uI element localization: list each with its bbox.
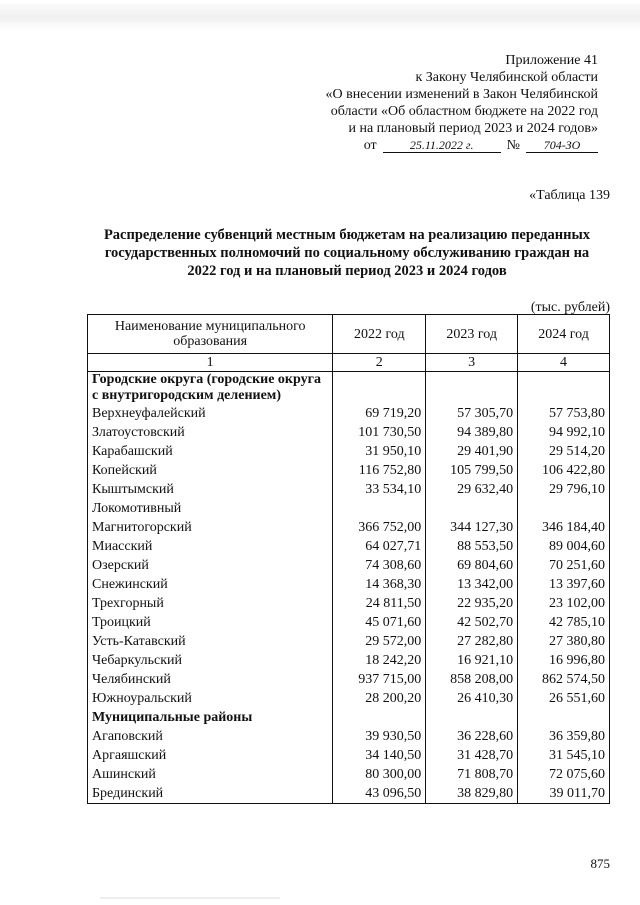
table-row	[88, 480, 610, 499]
value-2022: 29 572,00	[333, 632, 426, 651]
value-2024: 70 251,60	[518, 556, 610, 575]
table-row	[88, 746, 610, 765]
value-2022: 43 096,50	[333, 784, 426, 804]
column-header-2024: 2024 год	[518, 315, 610, 354]
value-2022: 24 811,50	[333, 594, 426, 613]
value-2022: 74 308,60	[333, 556, 426, 575]
municipality-name: Верхнеуфалейский	[88, 404, 333, 423]
value-2023: 29 401,90	[426, 442, 518, 461]
value-2024: 36 359,80	[518, 727, 610, 746]
law-date: 25.11.2022 г.	[383, 138, 501, 153]
table-row	[88, 556, 610, 575]
value-2024: 29 514,20	[518, 442, 610, 461]
municipality-name: Челябинский	[88, 670, 333, 689]
appendix-line: Приложение 41	[505, 53, 598, 68]
appendix-line: и на плановый период 2023 и 2024 годов»	[348, 121, 598, 136]
value-2024: 16 996,80	[518, 651, 610, 670]
table-row	[88, 651, 610, 670]
value-2022: 937 715,00	[333, 670, 426, 689]
group-row	[88, 708, 610, 727]
value-2024: 57 753,80	[518, 404, 610, 423]
table-row	[88, 404, 610, 423]
column-header-name: Наименование муниципального образования	[88, 315, 333, 354]
value-2023	[426, 499, 518, 518]
value-2023: 26 410,30	[426, 689, 518, 708]
column-index: 1	[88, 354, 333, 372]
value-2023: 31 428,70	[426, 746, 518, 765]
value-2022: 14 368,30	[333, 575, 426, 594]
table-reference: «Таблица 139	[529, 188, 610, 203]
table-row	[88, 613, 610, 632]
value-2022	[333, 372, 426, 405]
table-row	[88, 518, 610, 537]
value-2023: 858 208,00	[426, 670, 518, 689]
number-label: №	[506, 138, 520, 153]
value-2023: 16 921,10	[426, 651, 518, 670]
value-2024	[518, 708, 610, 727]
table-row	[88, 537, 610, 556]
page-number: 875	[590, 856, 610, 871]
value-2023: 57 305,70	[426, 404, 518, 423]
appendix-line: области «Об областном бюджете на 2022 год	[330, 104, 598, 119]
value-2022: 45 071,60	[333, 613, 426, 632]
municipality-name: Городские округа (городские округа с внутригородским делением)	[88, 372, 333, 405]
law-number: 704-ЗО	[526, 138, 598, 153]
table-row	[88, 461, 610, 480]
from-label: от	[363, 138, 377, 153]
municipality-name: Чебаркульский	[88, 651, 333, 670]
table-row	[88, 423, 610, 442]
law-date-line	[298, 137, 598, 154]
municipality-name: Локомотивный	[88, 499, 333, 518]
table-row	[88, 727, 610, 746]
appendix-line: «О внесении изменений в Закон Челябинской	[325, 87, 598, 102]
value-2023: 13 342,00	[426, 575, 518, 594]
value-2023: 29 632,40	[426, 480, 518, 499]
value-2023: 71 808,70	[426, 765, 518, 784]
value-2024: 72 075,60	[518, 765, 610, 784]
value-2024: 862 574,50	[518, 670, 610, 689]
value-2023: 105 799,50	[426, 461, 518, 480]
value-2024: 106 422,80	[518, 461, 610, 480]
value-2023: 344 127,30	[426, 518, 518, 537]
column-index: 3	[426, 354, 518, 372]
value-2024	[518, 372, 610, 405]
municipality-name: Озерский	[88, 556, 333, 575]
table-body	[88, 372, 610, 804]
municipality-name: Магнитогорский	[88, 518, 333, 537]
value-2022: 28 200,20	[333, 689, 426, 708]
municipality-name: Трехгорный	[88, 594, 333, 613]
value-2023: 22 935,20	[426, 594, 518, 613]
table-row	[88, 765, 610, 784]
municipality-name: Аргаяшский	[88, 746, 333, 765]
table-row	[88, 594, 610, 613]
value-2024: 27 380,80	[518, 632, 610, 651]
value-2024: 94 992,10	[518, 423, 610, 442]
appendix-line: к Закону Челябинской области	[415, 70, 598, 85]
value-2024: 39 011,70	[518, 784, 610, 804]
value-2024: 23 102,00	[518, 594, 610, 613]
value-2022: 18 242,20	[333, 651, 426, 670]
municipality-name: Карабашский	[88, 442, 333, 461]
column-index: 4	[518, 354, 610, 372]
table-row	[88, 689, 610, 708]
document-title: Распределение субвенций местным бюджетам на реализацию переданных государственных полномочий по социальному обслуживанию граждан на 2022 год и на плановый период 2023 и 2024 годов	[103, 227, 591, 279]
value-2022: 64 027,71	[333, 537, 426, 556]
table-row	[88, 575, 610, 594]
municipality-name: Снежинский	[88, 575, 333, 594]
value-2023: 88 553,50	[426, 537, 518, 556]
value-2023: 27 282,80	[426, 632, 518, 651]
value-2023	[426, 708, 518, 727]
value-2022: 69 719,20	[333, 404, 426, 423]
scan-artifact	[100, 897, 280, 899]
value-2022: 33 534,10	[333, 480, 426, 499]
municipality-name: Муниципальные районы	[88, 708, 333, 727]
municipality-name: Троицкий	[88, 613, 333, 632]
value-2024: 29 796,10	[518, 480, 610, 499]
municipality-name: Кыштымский	[88, 480, 333, 499]
table-row	[88, 499, 610, 518]
value-2024: 89 004,60	[518, 537, 610, 556]
municipality-name: Южноуральский	[88, 689, 333, 708]
value-2024: 42 785,10	[518, 613, 610, 632]
subventions-table	[87, 314, 610, 804]
value-2022: 31 950,10	[333, 442, 426, 461]
value-2024: 31 545,10	[518, 746, 610, 765]
value-2022: 366 752,00	[333, 518, 426, 537]
table-row	[88, 632, 610, 651]
value-2023: 69 804,60	[426, 556, 518, 575]
table-row	[88, 442, 610, 461]
units-label: (тыс. рублей)	[530, 300, 610, 315]
scan-shadow	[0, 4, 640, 30]
table-row	[88, 784, 610, 804]
value-2023: 42 502,70	[426, 613, 518, 632]
column-index-row	[88, 354, 610, 372]
municipality-name: Копейский	[88, 461, 333, 480]
municipality-name: Брединский	[88, 784, 333, 804]
municipality-name: Агаповский	[88, 727, 333, 746]
value-2024: 26 551,60	[518, 689, 610, 708]
value-2023	[426, 372, 518, 405]
appendix-header	[298, 52, 598, 154]
value-2024: 13 397,60	[518, 575, 610, 594]
value-2024	[518, 499, 610, 518]
municipality-name: Златоустовский	[88, 423, 333, 442]
column-header-2023: 2023 год	[426, 315, 518, 354]
table-row	[88, 670, 610, 689]
value-2024: 346 184,40	[518, 518, 610, 537]
value-2023: 36 228,60	[426, 727, 518, 746]
value-2022: 101 730,50	[333, 423, 426, 442]
value-2022: 34 140,50	[333, 746, 426, 765]
group-row	[88, 372, 610, 405]
value-2022: 80 300,00	[333, 765, 426, 784]
municipality-name: Миасский	[88, 537, 333, 556]
value-2023: 38 829,80	[426, 784, 518, 804]
column-index: 2	[333, 354, 426, 372]
value-2022	[333, 499, 426, 518]
value-2023: 94 389,80	[426, 423, 518, 442]
value-2022: 39 930,50	[333, 727, 426, 746]
municipality-name: Ашинский	[88, 765, 333, 784]
column-header-2022: 2022 год	[333, 315, 426, 354]
header-row	[88, 315, 610, 354]
value-2022	[333, 708, 426, 727]
municipality-name: Усть-Катавский	[88, 632, 333, 651]
value-2022: 116 752,80	[333, 461, 426, 480]
